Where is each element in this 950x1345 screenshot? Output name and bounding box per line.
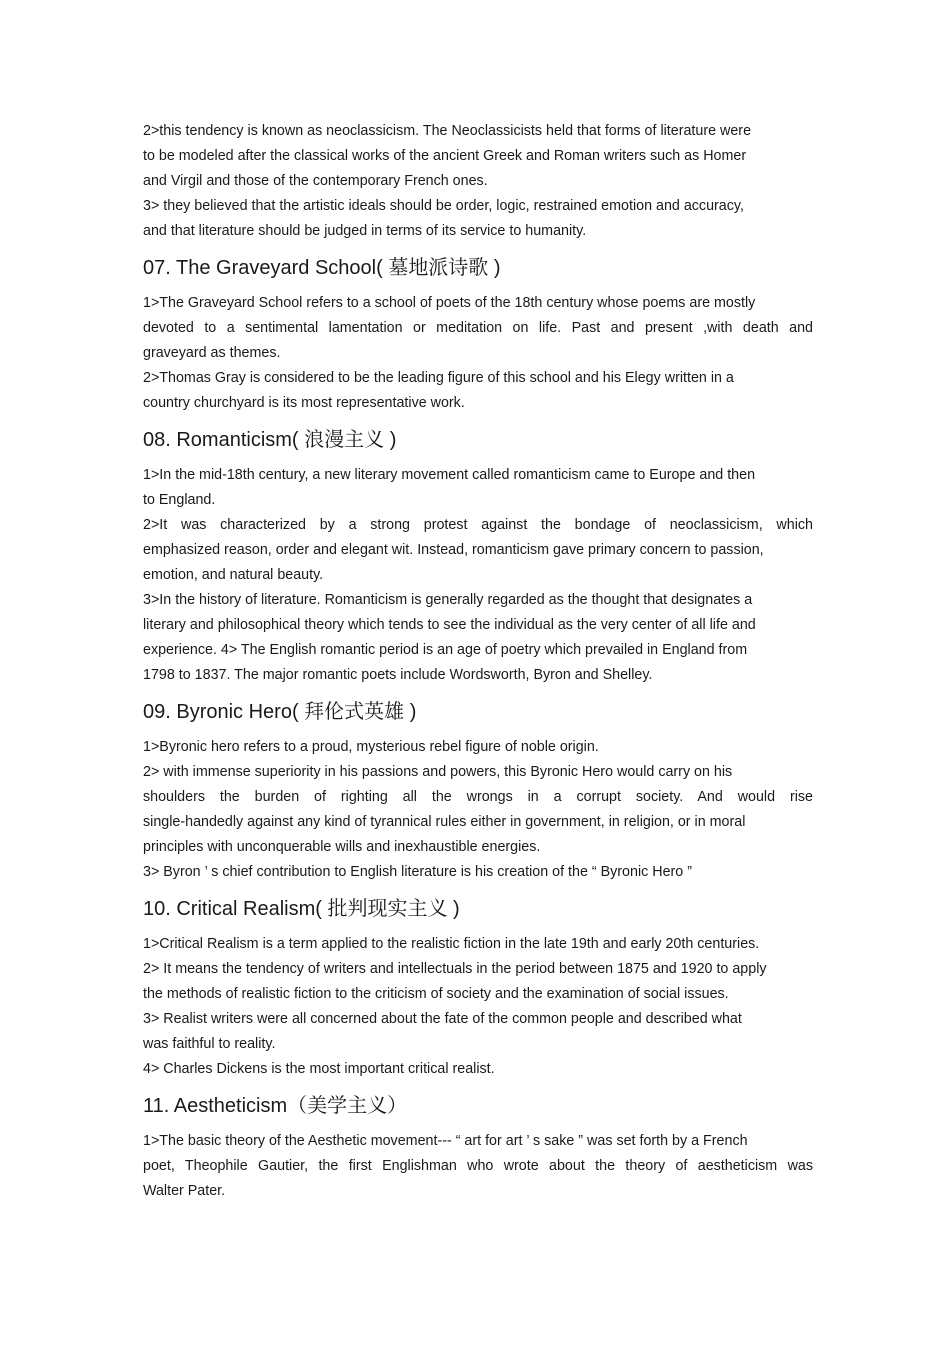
text-line: and that literature should be judged in terms of its service to humanity. [143, 223, 587, 239]
section-heading: 08. Romanticism( 浪漫主义 ) [143, 429, 397, 451]
text-line: 3> Byron ’ s chief contribution to English literature is his creation of the “ Byronic Hero ” [143, 864, 692, 880]
text-line: 2>Thomas Gray is considered to be the leading figure of this school and his Elegy written in a [143, 370, 734, 386]
section-byronic-hero [143, 698, 813, 885]
text-line: 4> Charles Dickens is the most important critical realist. [143, 1061, 495, 1077]
text-line: 2>It was characterized by a strong protest against the bondage of neoclassicism, which [143, 517, 813, 533]
section-heading: 09. Byronic Hero( 拜伦式英雄 ) [143, 701, 417, 723]
text-line: the methods of realistic fiction to the criticism of society and the examination of social issues. [143, 986, 729, 1002]
text-line: 1>The basic theory of the Aesthetic movement--- “ art for art ’ s sake ” was set forth by a French [143, 1133, 748, 1149]
text-line: was faithful to reality. [143, 1036, 276, 1052]
text-line: to be modeled after the classical works of the ancient Greek and Roman writers such as Homer [143, 148, 747, 164]
text-line: and Virgil and those of the contemporary French ones. [143, 173, 488, 189]
text-line: shoulders the burden of righting all the wrongs in a corrupt society. And would rise [143, 789, 813, 805]
document-body [143, 119, 813, 1204]
text-line: single-handedly against any kind of tyrannical rules either in government, in religion, or in moral [143, 814, 746, 830]
text-line: 3>In the history of literature. Romanticism is generally regarded as the thought that designates a [143, 592, 753, 608]
text-line: 2>this tendency is known as neoclassicism. The Neoclassicists held that forms of literature were [143, 123, 752, 139]
text-line: Walter Pater. [143, 1183, 226, 1199]
text-line: experience. 4> The English romantic period is an age of poetry which prevailed in England from [143, 642, 748, 658]
text-line: poet, Theophile Gautier, the first Englishman who wrote about the theory of aestheticism was [143, 1158, 813, 1174]
text-line: 1>The Graveyard School refers to a school of poets of the 18th century whose poems are mostly [143, 295, 756, 311]
section-critical-realism [143, 895, 813, 1082]
section-graveyard-school [143, 254, 813, 416]
section-heading: 11. Aestheticism（美学主义） [143, 1095, 408, 1117]
text-line: 3> they believed that the artistic ideals should be order, logic, restrained emotion and accuracy, [143, 198, 744, 214]
text-line: literary and philosophical theory which tends to see the individual as the very center of all life and [143, 617, 756, 633]
section-heading: 10. Critical Realism( 批判现实主义 ) [143, 898, 460, 920]
text-line: 2> It means the tendency of writers and intellectuals in the period between 1875 and 1920 to apply [143, 961, 767, 977]
text-line: 2> with immense superiority in his passions and powers, this Byronic Hero would carry on his [143, 764, 733, 780]
text-line: emphasized reason, order and elegant wit. Instead, romanticism gave primary concern to passion, [143, 542, 764, 558]
text-line: to England. [143, 492, 216, 508]
intro-paragraph [143, 119, 813, 244]
text-line: 1798 to 1837. The major romantic poets include Wordsworth, Byron and Shelley. [143, 667, 653, 683]
text-line: 3> Realist writers were all concerned about the fate of the common people and described what [143, 1011, 742, 1027]
text-line: 1>Byronic hero refers to a proud, mysterious rebel figure of noble origin. [143, 739, 599, 755]
text-line: 1>Critical Realism is a term applied to the realistic fiction in the late 19th and early 20th centuries. [143, 936, 760, 952]
section-aestheticism [143, 1092, 813, 1204]
section-heading: 07. The Graveyard School( 墓地派诗歌 ) [143, 257, 501, 279]
text-line: principles with unconquerable wills and inexhaustible energies. [143, 839, 541, 855]
text-line: emotion, and natural beauty. [143, 567, 324, 583]
text-line: 1>In the mid-18th century, a new literary movement called romanticism came to Europe and then [143, 467, 756, 483]
text-line: graveyard as themes. [143, 345, 281, 361]
section-romanticism [143, 426, 813, 688]
text-line: devoted to a sentimental lamentation or meditation on life. Past and present ,with death and [143, 320, 813, 336]
text-line: country churchyard is its most representative work. [143, 395, 465, 411]
